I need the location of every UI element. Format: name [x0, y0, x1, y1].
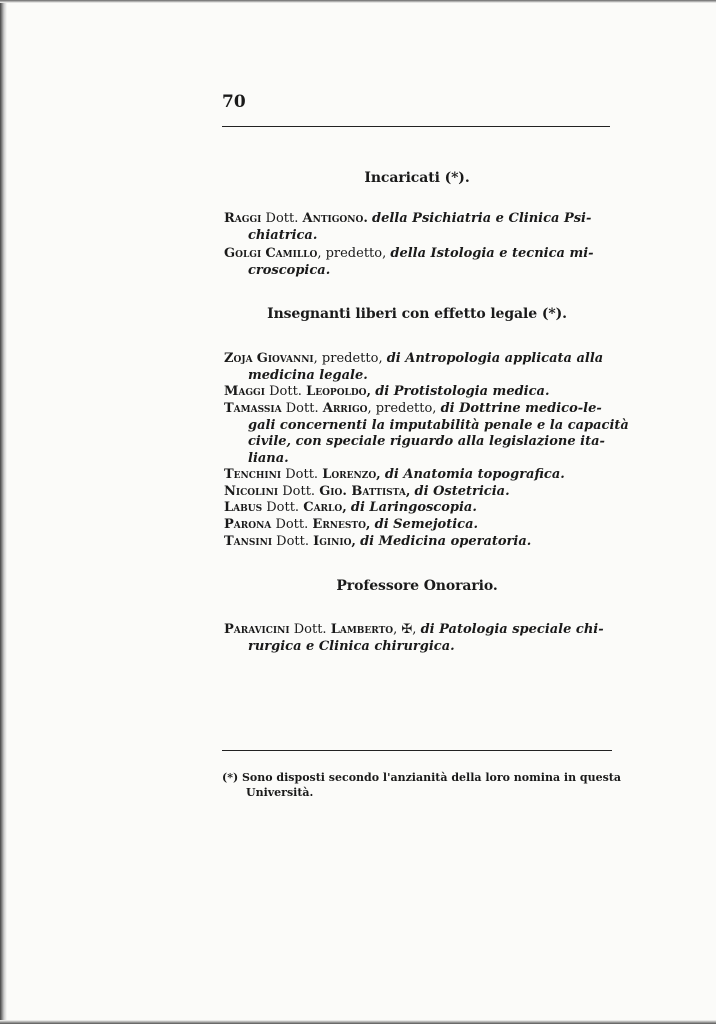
entry-given-name: Iginio, [313, 534, 356, 549]
entry-tansini [224, 534, 614, 551]
entry-tenchini [224, 467, 614, 484]
entry-surname: Labus [224, 500, 263, 515]
entry-subject-line: liana. [248, 450, 289, 466]
entry-subject-line: di Semejotica. [374, 517, 479, 532]
entry-surname: Maggi [224, 384, 265, 399]
entry-given-name: Lorenzo, [322, 467, 381, 482]
entry-given-name: Giovanni [256, 351, 314, 366]
entry-given-name: Camillo [265, 246, 318, 261]
entry-subject-line: di Anatomia topografica. [384, 467, 565, 482]
entry-subject-line: di Medicina operatoria. [360, 534, 532, 549]
entry-labus [224, 500, 614, 517]
entry-given-name: Gio. Battista, [319, 484, 411, 499]
entry-note: , predetto, [367, 401, 437, 416]
entry-surname: Parona [224, 517, 272, 532]
page-number: 70 [222, 92, 246, 112]
entry-surname: Tansini [224, 534, 273, 549]
entry-surname: Paravicini [224, 622, 290, 637]
entry-given-name: Lamberto [330, 622, 394, 637]
entry-note: , predetto, [317, 246, 387, 261]
section-heading-liberi: Insegnanti liberi con effetto legale (*). [267, 306, 567, 322]
entry-title: Dott. [269, 384, 302, 399]
entry-tamassia [224, 401, 629, 467]
entry-surname: Golgi [224, 246, 262, 261]
entry-given-name: Antigono. [302, 211, 368, 226]
entry-note: , predetto, [313, 351, 383, 366]
entry-title: Dott. [276, 534, 310, 549]
entry-given-name: Leopoldo, [306, 384, 372, 399]
header-rule [222, 126, 610, 127]
entry-title: Dott. [275, 517, 309, 532]
entry-surname: Tenchini [224, 467, 282, 482]
page-edge-top [0, 0, 716, 3]
entry-surname: Raggi [224, 211, 262, 226]
entry-subject-line: della Psichiatria e Clinica Psi- [371, 211, 592, 226]
entry-golgi [224, 246, 614, 279]
entry-zoja [224, 351, 614, 384]
entry-given-name: Ernesto, [312, 517, 371, 532]
entry-subject-line: di Laringoscopia. [350, 500, 477, 515]
entry-surname: Zoja [224, 351, 253, 366]
entry-subject-line: di Patologia speciale chi- [420, 622, 604, 637]
entry-given-name: Carlo, [303, 500, 347, 515]
entry-subject-line: civile, con speciale riguardo alla legislazione ita- [248, 434, 605, 450]
entry-title: Dott. [293, 622, 327, 637]
entry-subject-line: gali concernenti la imputabilità penale e la capacità [248, 417, 629, 433]
entry-subject-line: chiatrica. [248, 227, 318, 243]
entry-subject-line: della Istologia e tecnica mi- [390, 246, 594, 261]
entry-title: Dott. [285, 401, 319, 416]
entry-title: Dott. [282, 484, 316, 499]
entry-subject-line: di Antropologia applicata alla [386, 351, 604, 366]
section-heading-onorario: Professore Onorario. [336, 578, 498, 594]
page-edge-left [0, 0, 7, 1024]
page-edge-bottom [0, 1020, 716, 1024]
section-heading-incaricati: Incaricati (*). [364, 170, 470, 186]
entry-parona [224, 517, 614, 534]
footnote-line: Università. [246, 786, 314, 799]
entry-paravicini [224, 622, 614, 655]
footnote-rule [222, 750, 612, 751]
entry-subject-line: di Ostetricia. [414, 484, 510, 499]
footnote-line: (*) Sono disposti secondo l'anzianità della loro nomina in questa [222, 771, 622, 784]
entry-subject-line: medicina legale. [248, 367, 368, 383]
entry-title: Dott. [266, 500, 300, 515]
entry-given-name: Arrigo [322, 401, 368, 416]
entry-subject-line: croscopica. [248, 262, 331, 278]
entry-note: , ✠, [393, 622, 417, 637]
footnote [222, 770, 622, 800]
entry-nicolini [224, 484, 614, 501]
entry-title: Dott. [265, 211, 299, 226]
entry-subject-line: di Protistologia medica. [375, 384, 550, 399]
entry-maggi [224, 384, 614, 401]
entry-subject-line: rurgica e Clinica chirurgica. [248, 638, 455, 654]
entry-surname: Tamassia [224, 401, 282, 416]
entry-surname: Nicolini [224, 484, 279, 499]
entry-title: Dott. [285, 467, 319, 482]
entry-raggi [224, 211, 614, 244]
entry-subject-line: di Dottrine medico-le- [440, 401, 602, 416]
